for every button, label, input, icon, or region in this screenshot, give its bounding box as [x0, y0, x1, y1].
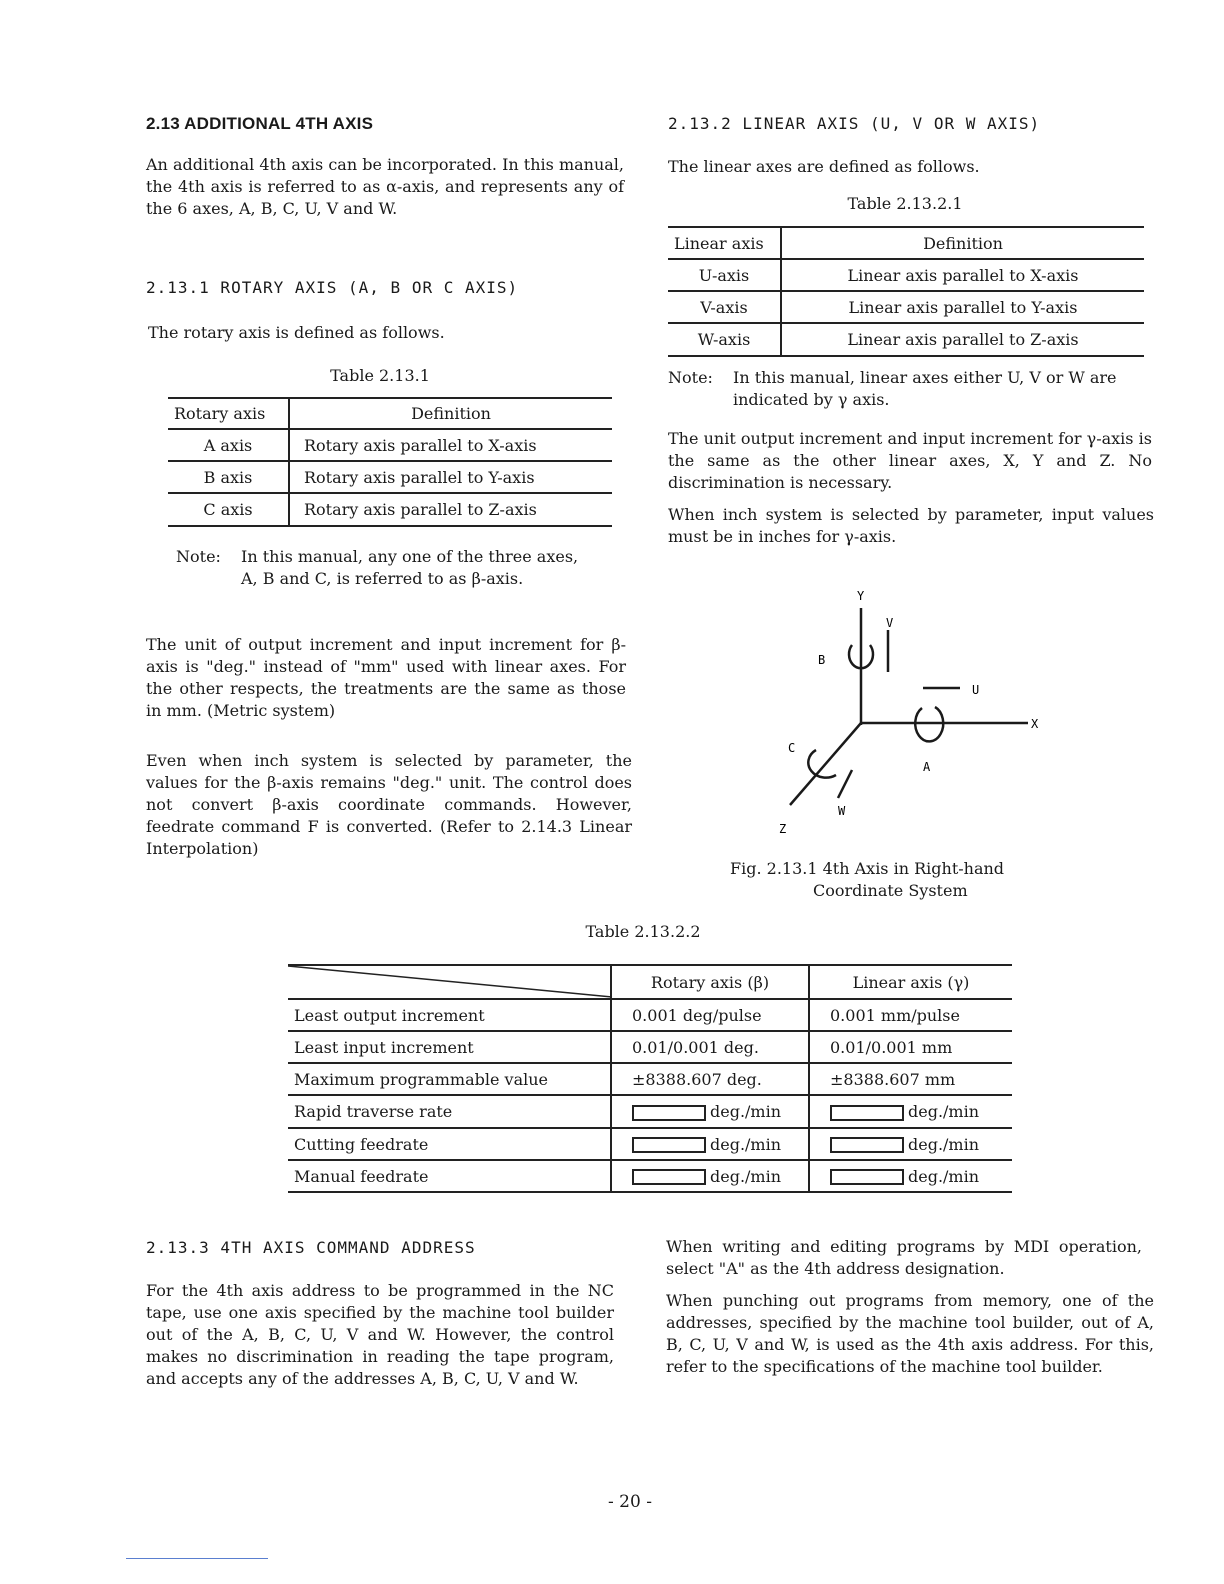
table-cell: deg./min: [611, 1160, 809, 1192]
table-cell: Linear axis parallel to X-axis: [781, 259, 1144, 291]
table-cell: deg./min: [611, 1128, 809, 1160]
table-cell: ±8388.607 mm: [809, 1063, 1012, 1095]
table-cell: deg./min: [809, 1160, 1012, 1192]
table-row: [668, 323, 1144, 356]
table-cell: 0.001 deg/pulse: [611, 999, 809, 1031]
figure-caption-line-2: Coordinate System: [813, 881, 968, 900]
table-header-cell: Linear axis: [668, 227, 781, 259]
table-cell: 0.01/0.001 deg.: [611, 1031, 809, 1063]
table-cell: Rotary axis parallel to Z-axis: [289, 493, 612, 526]
table-header-cell: Definition: [781, 227, 1144, 259]
table-row-label: Cutting feedrate: [288, 1128, 611, 1160]
axis-label-z: Z: [779, 822, 787, 836]
table-cell: V-axis: [668, 291, 781, 323]
table-cell: Linear axis parallel to Z-axis: [781, 323, 1144, 356]
table-2-13-2-1-title: Table 2.13.2.1: [847, 194, 963, 213]
table-cell: deg./min: [809, 1095, 1012, 1128]
table-cell: A axis: [168, 429, 289, 461]
linear-note-label: Note:: [668, 368, 713, 387]
table-row: [168, 429, 612, 461]
table-row: [288, 1063, 1012, 1095]
table-cell: W-axis: [668, 323, 781, 356]
axis-label-x: X: [1031, 717, 1039, 731]
table-header-cell: Linear axis (γ): [809, 965, 1012, 999]
table-cell: deg./min: [611, 1095, 809, 1128]
axis-label-b: B: [818, 653, 826, 667]
rotary-note-label: Note:: [176, 547, 221, 566]
table-cell: B axis: [168, 461, 289, 493]
table-cell: U-axis: [668, 259, 781, 291]
table-row: [168, 493, 612, 526]
table-header-cell: Rotary axis (β): [611, 965, 809, 999]
table-row: [288, 1160, 1012, 1192]
table-row-label: Rapid traverse rate: [288, 1095, 611, 1128]
address-para-1: For the 4th axis address to be programmed in the NC tape, use one axis specified by the machine tool builder out of the A, B, C, U, V and W. However, the control makes no discrimination in reading the tape program, and accepts any of the addresses A, B, C, U, V and W.: [146, 1281, 614, 1388]
table-cell: ±8388.607 deg.: [611, 1063, 809, 1095]
table-row: [288, 1095, 1012, 1128]
blank-value-box: [632, 1105, 706, 1121]
table-row: [288, 999, 1012, 1031]
table-row: [668, 291, 1144, 323]
rotary-intro: The rotary axis is defined as follows.: [148, 323, 445, 342]
table-cell: 0.001 mm/pulse: [809, 999, 1012, 1031]
rotary-para-1: The unit of output increment and input increment for β-axis is "deg." instead of "mm" used with linear axes. For the other respects, the treatments are the same as those in mm. (Metric system): [146, 635, 626, 720]
table-header-cell: [288, 965, 611, 999]
linear-para-1: The unit output increment and input increment for γ-axis is the same as the other linear axes, X, Y and Z. No discrimination is necessary.: [668, 429, 1152, 492]
linear-axis-table: [668, 226, 1144, 357]
axis-label-c: C: [788, 741, 796, 755]
linear-note-text: In this manual, linear axes either U, V or W are indicated by γ axis.: [733, 368, 1117, 409]
bottom-rule: [126, 1558, 268, 1559]
blank-value-box: [632, 1137, 706, 1153]
linear-intro: The linear axes are defined as follows.: [668, 157, 980, 176]
table-cell: 0.01/0.001 mm: [809, 1031, 1012, 1063]
blank-value-box: [830, 1105, 904, 1121]
section-heading-2-13-2: 2.13.2 LINEAR AXIS (U, V OR W AXIS): [668, 114, 1041, 133]
table-cell: Linear axis parallel to Y-axis: [781, 291, 1144, 323]
axis-label-u: U: [972, 683, 980, 697]
table-row-label: Least input increment: [288, 1031, 611, 1063]
axis-label-w: W: [838, 804, 846, 818]
table-row-label: Least output increment: [288, 999, 611, 1031]
c-rotation-arc: [808, 750, 836, 778]
axis-label-a: A: [923, 760, 931, 774]
w-axis-line: [838, 770, 852, 798]
section-heading-2-13: 2.13 ADDITIONAL 4TH AXIS: [146, 114, 374, 133]
address-para-3: When punching out programs from memory, one of the addresses, specified by the machine tool builder, out of A, B, C, U, V and W, is used as the 4th axis address. For this, refer to the specifications of the machine tool builder.: [666, 1291, 1154, 1376]
table-cell: C axis: [168, 493, 289, 526]
rotary-note-text: In this manual, any one of the three axes, A, B and C, is referred to as β-axis.: [241, 547, 579, 588]
blank-value-box: [830, 1137, 904, 1153]
page-number: - 20 -: [608, 1492, 652, 1512]
table-row: [288, 1031, 1012, 1063]
table-row-label: Maximum programmable value: [288, 1063, 611, 1095]
table-row: [668, 259, 1144, 291]
axis-diagram: [760, 580, 1080, 850]
table-row: [168, 461, 612, 493]
table-header-cell: Definition: [289, 398, 612, 429]
address-para-2: When writing and editing programs by MDI operation, select "A" as the 4th address designation.: [666, 1237, 1142, 1278]
z-axis-line: [790, 723, 861, 805]
table-row: [288, 1128, 1012, 1160]
rotary-para-2: Even when inch system is selected by parameter, the values for the β-axis remains "deg." unit. The control does not convert β-axis coordinate commands. However, feedrate command F is converted. (Refer to 2.14.3 Linear Interpolation): [146, 751, 632, 858]
table-cell: deg./min: [809, 1128, 1012, 1160]
section-2-13-text: An additional 4th axis can be incorporated. In this manual, the 4th axis is referred to as α-axis, and represents any of the 6 axes, A, B, C, U, V and W.: [146, 155, 624, 218]
blank-value-box: [830, 1169, 904, 1185]
table-row-label: Manual feedrate: [288, 1160, 611, 1192]
rotary-axis-table: [168, 397, 612, 527]
linear-para-2: When inch system is selected by parameter, input values must be in inches for γ-axis.: [668, 505, 1154, 546]
section-heading-2-13-3: 2.13.3 4TH AXIS COMMAND ADDRESS: [146, 1238, 476, 1257]
table-cell: Rotary axis parallel to Y-axis: [289, 461, 612, 493]
figure-caption-line-1: Fig. 2.13.1 4th Axis in Right-hand: [730, 859, 1005, 878]
blank-value-box: [632, 1169, 706, 1185]
section-heading-2-13-1: 2.13.1 ROTARY AXIS (A, B OR C AXIS): [146, 278, 519, 297]
table-2-13-2-2-title: Table 2.13.2.2: [585, 922, 701, 941]
axis-label-v: V: [886, 616, 894, 630]
table-2-13-1-title: Table 2.13.1: [330, 366, 430, 385]
axis-label-y: Y: [857, 589, 865, 603]
table-header-cell: Rotary axis: [168, 398, 289, 429]
axis-comparison-table: [288, 964, 1012, 1193]
table-cell: Rotary axis parallel to X-axis: [289, 429, 612, 461]
